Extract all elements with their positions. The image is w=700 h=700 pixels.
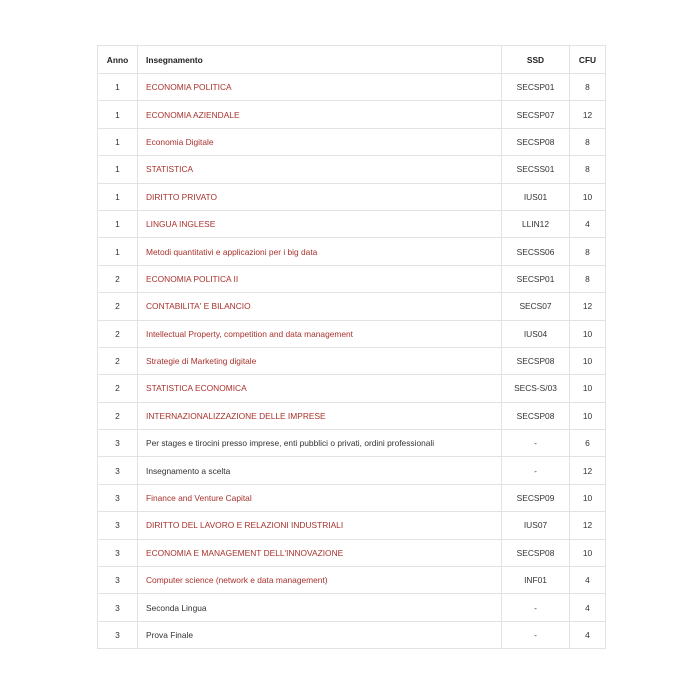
table-row <box>98 320 606 347</box>
course-link[interactable]: STATISTICA ECONOMICA <box>146 383 247 394</box>
course-link[interactable]: ECONOMIA POLITICA <box>146 82 232 93</box>
cell-anno: 2 <box>98 347 138 374</box>
cell-insegnamento <box>138 621 502 648</box>
cell-insegnamento <box>138 238 502 265</box>
table-row <box>98 293 606 320</box>
cell-ssd: SECSS01 <box>502 156 570 183</box>
table-row <box>98 183 606 210</box>
table-row <box>98 238 606 265</box>
cell-ssd: SECSP07 <box>502 101 570 128</box>
header-insegnamento: Insegnamento <box>138 46 502 74</box>
cell-ssd: SECSP08 <box>502 128 570 155</box>
cell-insegnamento <box>138 484 502 511</box>
course-link[interactable]: INTERNAZIONALIZZAZIONE DELLE IMPRESE <box>146 410 326 421</box>
cell-insegnamento <box>138 210 502 237</box>
cell-insegnamento <box>138 539 502 566</box>
table-row <box>98 156 606 183</box>
course-link[interactable]: Metodi quantitativi e applicazioni per i big data <box>146 246 318 257</box>
cell-anno: 1 <box>98 238 138 265</box>
course-link[interactable]: Economia Digitale <box>146 136 214 147</box>
table-row <box>98 101 606 128</box>
course-label: Per stages e tirocini presso imprese, enti pubblici o privati, ordini professionali <box>146 438 435 449</box>
cell-cfu: 12 <box>570 457 606 484</box>
cell-cfu: 10 <box>570 375 606 402</box>
cell-cfu: 4 <box>570 210 606 237</box>
cell-anno: 1 <box>98 183 138 210</box>
cell-insegnamento <box>138 512 502 539</box>
cell-cfu: 4 <box>570 567 606 594</box>
cell-cfu: 10 <box>570 402 606 429</box>
cell-insegnamento <box>138 402 502 429</box>
table-row <box>98 210 606 237</box>
course-link[interactable]: ECONOMIA POLITICA II <box>146 273 239 284</box>
table-body <box>98 74 606 649</box>
table-row <box>98 265 606 292</box>
course-link[interactable]: DIRITTO DEL LAVORO E RELAZIONI INDUSTRIALI <box>146 520 344 531</box>
table-header-row <box>98 46 606 74</box>
cell-ssd: - <box>502 457 570 484</box>
cell-ssd: IUS07 <box>502 512 570 539</box>
cell-insegnamento <box>138 594 502 621</box>
cell-cfu: 12 <box>570 101 606 128</box>
table-row <box>98 74 606 101</box>
cell-ssd: SECSS06 <box>502 238 570 265</box>
cell-ssd: - <box>502 430 570 457</box>
cell-ssd: SECSP08 <box>502 347 570 374</box>
cell-anno: 2 <box>98 265 138 292</box>
cell-ssd: SECS-S/03 <box>502 375 570 402</box>
header-ssd: SSD <box>502 46 570 74</box>
table-row <box>98 128 606 155</box>
curriculum-table-container <box>97 45 605 649</box>
cell-cfu: 4 <box>570 594 606 621</box>
cell-insegnamento <box>138 128 502 155</box>
cell-ssd: IUS01 <box>502 183 570 210</box>
cell-anno: 3 <box>98 567 138 594</box>
curriculum-table <box>97 45 606 649</box>
cell-ssd: - <box>502 594 570 621</box>
table-row <box>98 402 606 429</box>
course-link[interactable]: Intellectual Property, competition and data management <box>146 328 354 339</box>
cell-cfu: 8 <box>570 238 606 265</box>
cell-ssd: SECSP01 <box>502 265 570 292</box>
cell-insegnamento <box>138 183 502 210</box>
cell-anno: 2 <box>98 320 138 347</box>
cell-anno: 3 <box>98 621 138 648</box>
cell-cfu: 12 <box>570 512 606 539</box>
cell-insegnamento <box>138 347 502 374</box>
cell-anno: 2 <box>98 375 138 402</box>
cell-anno: 3 <box>98 457 138 484</box>
cell-anno: 1 <box>98 156 138 183</box>
course-link[interactable]: Strategie di Marketing digitale <box>146 356 257 367</box>
cell-anno: 3 <box>98 484 138 511</box>
cell-anno: 2 <box>98 293 138 320</box>
course-label: Seconda Lingua <box>146 602 207 613</box>
table-row <box>98 430 606 457</box>
cell-insegnamento <box>138 457 502 484</box>
table-row <box>98 347 606 374</box>
cell-insegnamento <box>138 567 502 594</box>
header-anno: Anno <box>98 46 138 74</box>
cell-insegnamento <box>138 320 502 347</box>
cell-anno: 1 <box>98 101 138 128</box>
cell-anno: 1 <box>98 74 138 101</box>
cell-anno: 3 <box>98 430 138 457</box>
course-label: Prova Finale <box>146 630 194 640</box>
cell-ssd: SECSP01 <box>502 74 570 101</box>
cell-cfu: 10 <box>570 320 606 347</box>
cell-anno: 3 <box>98 539 138 566</box>
table-row <box>98 539 606 566</box>
cell-cfu: 6 <box>570 430 606 457</box>
cell-anno: 3 <box>98 594 138 621</box>
cell-cfu: 8 <box>570 156 606 183</box>
course-link[interactable]: Finance and Venture Capital <box>146 493 252 504</box>
cell-ssd: INF01 <box>502 567 570 594</box>
cell-cfu: 10 <box>570 183 606 210</box>
cell-insegnamento <box>138 74 502 101</box>
cell-insegnamento <box>138 293 502 320</box>
cell-cfu: 12 <box>570 293 606 320</box>
cell-ssd: LLIN12 <box>502 210 570 237</box>
cell-anno: 1 <box>98 210 138 237</box>
cell-insegnamento <box>138 375 502 402</box>
table-row <box>98 512 606 539</box>
cell-cfu: 8 <box>570 74 606 101</box>
cell-anno: 3 <box>98 512 138 539</box>
cell-cfu: 4 <box>570 621 606 648</box>
cell-cfu: 8 <box>570 265 606 292</box>
cell-anno: 1 <box>98 128 138 155</box>
cell-cfu: 8 <box>570 128 606 155</box>
course-link[interactable]: ECONOMIA AZIENDALE <box>146 109 240 120</box>
cell-ssd: SECS07 <box>502 293 570 320</box>
table-row <box>98 567 606 594</box>
course-link[interactable]: LINGUA INGLESE <box>146 219 216 230</box>
cell-ssd: IUS04 <box>502 320 570 347</box>
table-row <box>98 484 606 511</box>
cell-ssd: SECSP09 <box>502 484 570 511</box>
cell-insegnamento <box>138 265 502 292</box>
course-link[interactable]: DIRITTO PRIVATO <box>146 191 218 202</box>
course-link[interactable]: CONTABILITA' E BILANCIO <box>146 301 251 312</box>
cell-cfu: 10 <box>570 539 606 566</box>
header-cfu: CFU <box>570 46 606 74</box>
table-row <box>98 594 606 621</box>
cell-ssd: SECSP08 <box>502 539 570 566</box>
cell-cfu: 10 <box>570 347 606 374</box>
table-row <box>98 457 606 484</box>
course-link[interactable]: STATISTICA <box>146 164 194 175</box>
cell-anno: 2 <box>98 402 138 429</box>
course-link[interactable]: Computer science (network e data management) <box>146 575 328 586</box>
course-link[interactable]: ECONOMIA E MANAGEMENT DELL'INNOVAZIONE <box>146 547 344 558</box>
table-row <box>98 375 606 402</box>
cell-insegnamento <box>138 156 502 183</box>
cell-cfu: 10 <box>570 484 606 511</box>
cell-ssd: - <box>502 621 570 648</box>
cell-insegnamento <box>138 430 502 457</box>
course-label: Insegnamento a scelta <box>146 465 231 476</box>
cell-ssd: SECSP08 <box>502 402 570 429</box>
cell-insegnamento <box>138 101 502 128</box>
table-row <box>98 621 606 648</box>
